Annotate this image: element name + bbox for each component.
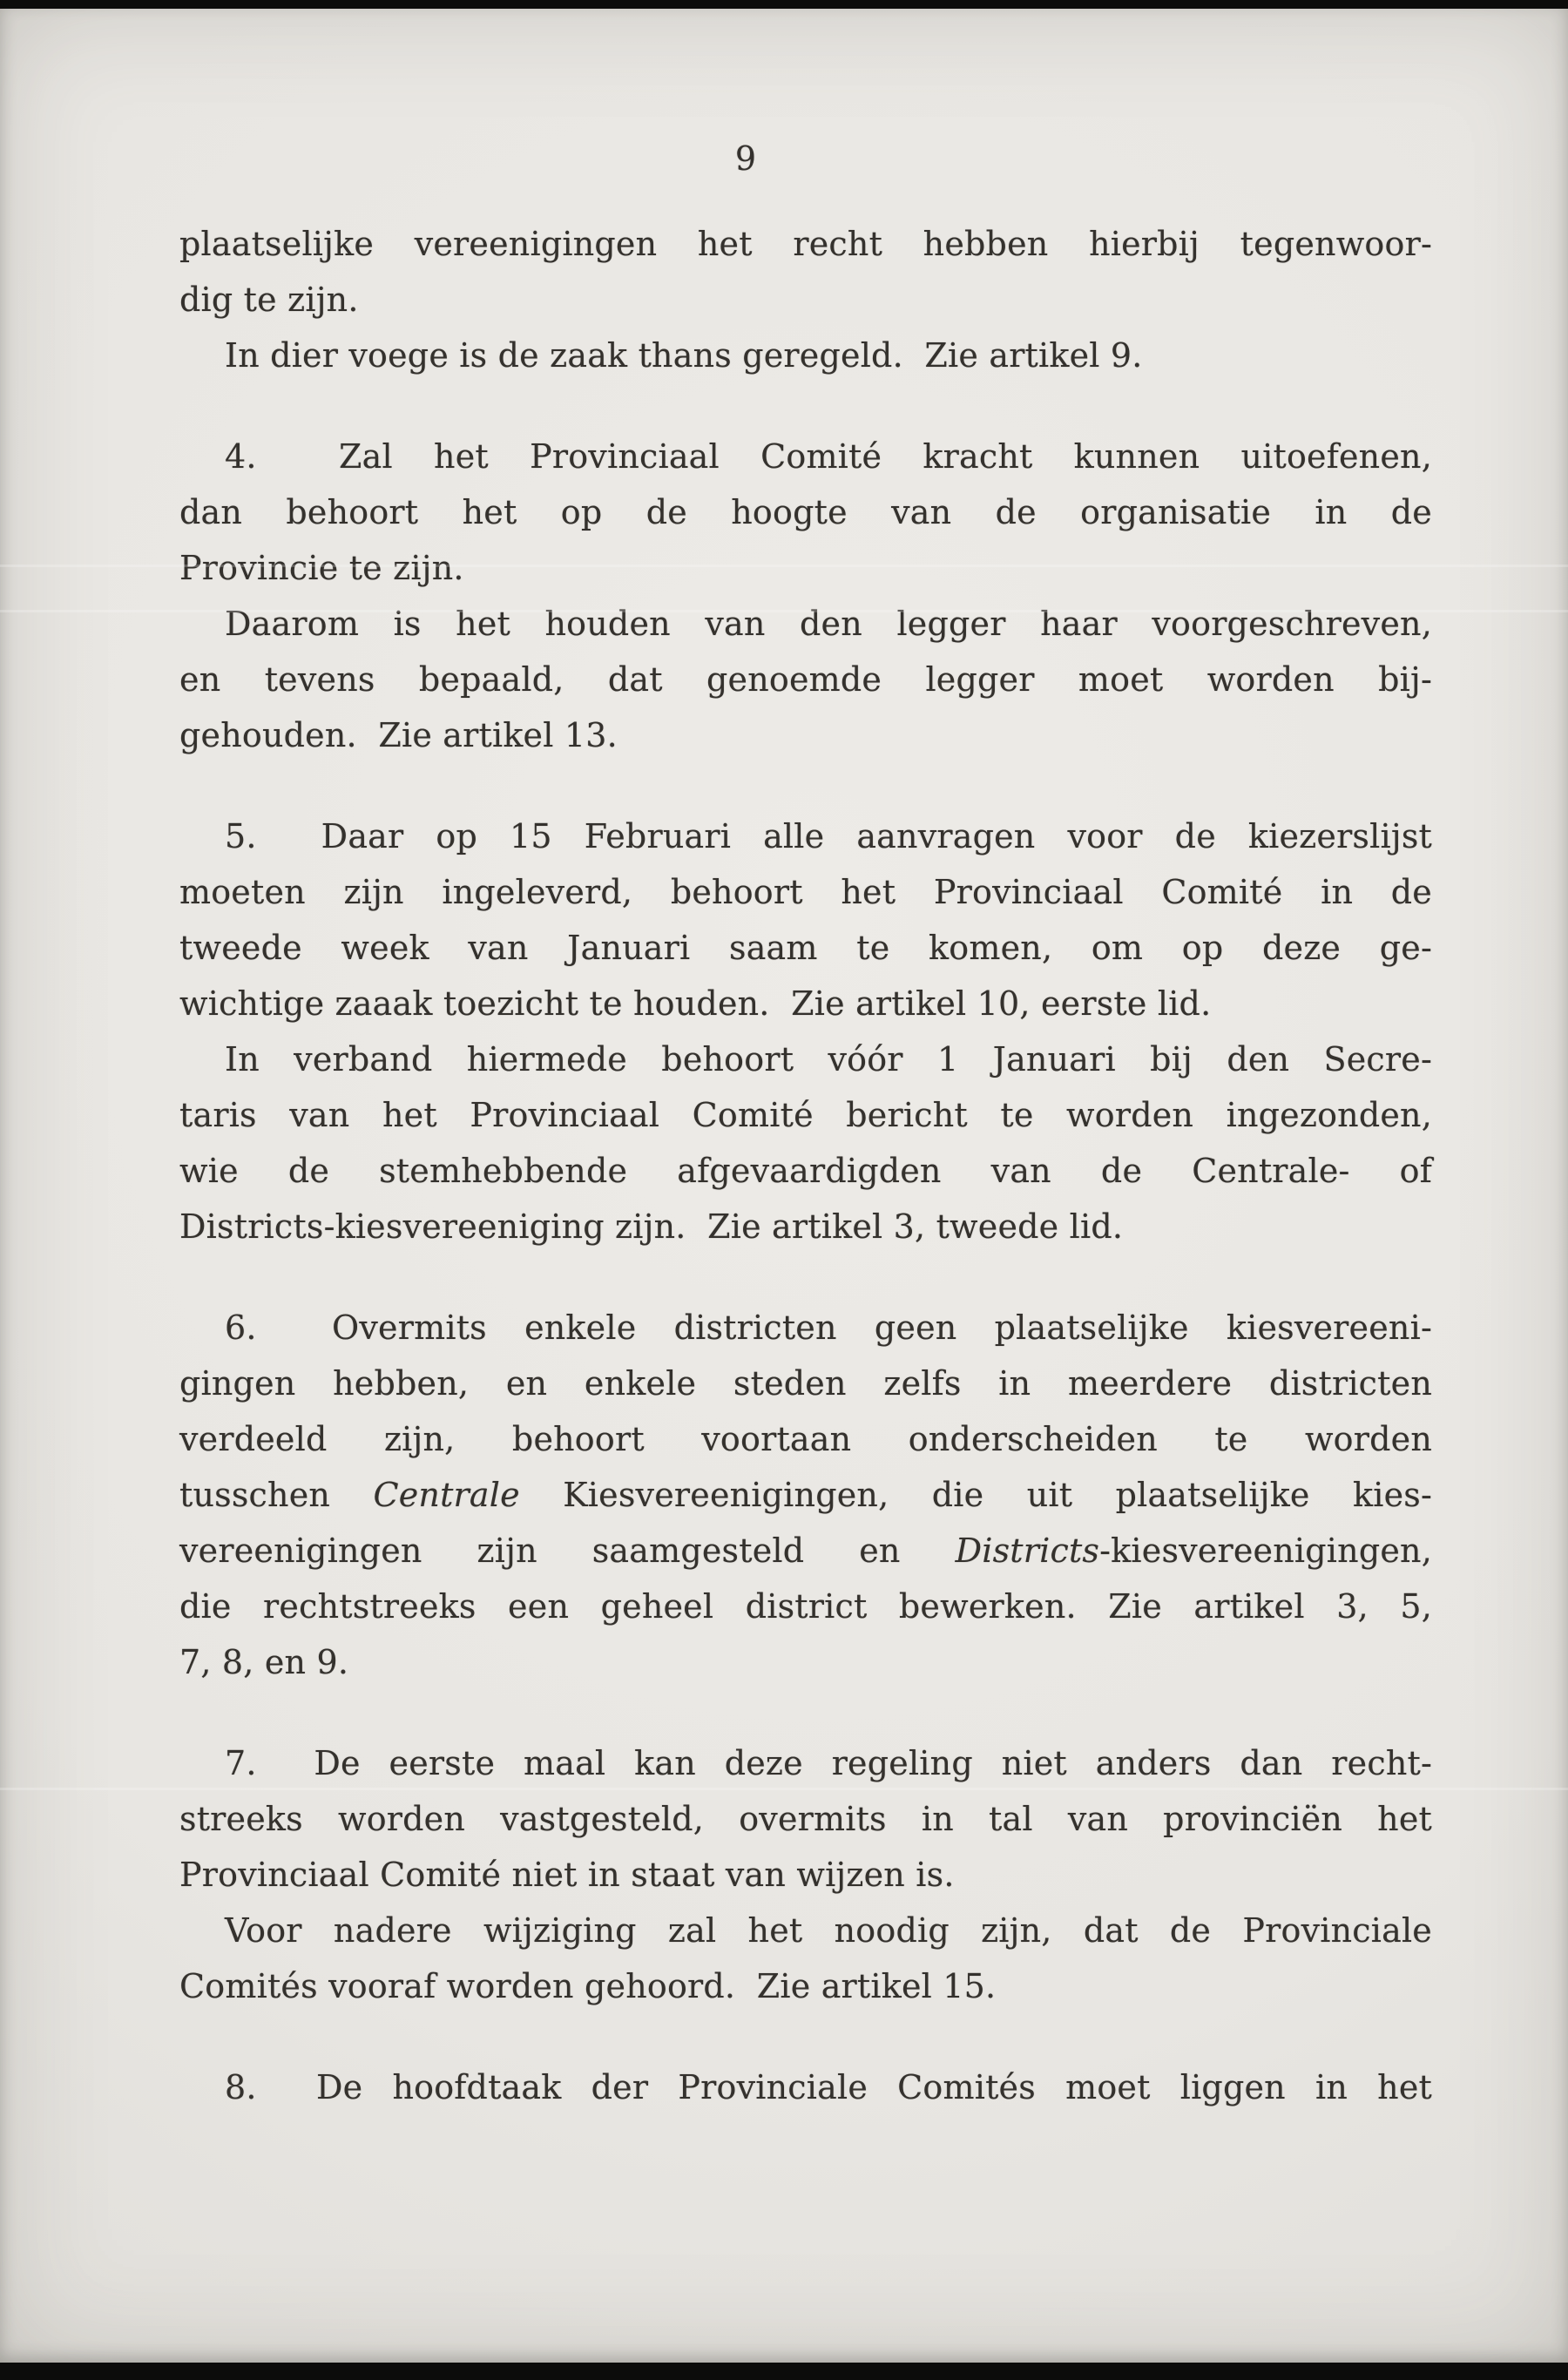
text-run: wichtige zaaak toezicht te houden. Zie artikel 10, eerste lid. <box>179 984 1212 1023</box>
text-run: taris van het Provinciaal Comité bericht te worden ingezonden, <box>179 1096 1432 1134</box>
text-line <box>179 976 1432 1031</box>
text-run: 6. Overmits enkele districten geen plaatselijke kiesvereeni- <box>225 1308 1432 1347</box>
text-run: -kiesvereenigingen, <box>1099 1531 1432 1570</box>
paragraph <box>179 1300 1432 1690</box>
text-line <box>179 216 1432 272</box>
text-line <box>179 864 1432 920</box>
text-line <box>179 484 1432 540</box>
paragraph <box>179 1031 1432 1254</box>
text-run: Comités vooraf worden gehoord. Zie artikel 15. <box>179 1967 997 2005</box>
paragraph <box>179 1903 1432 2014</box>
text-line <box>179 540 1432 596</box>
text-line <box>179 1467 1432 1523</box>
paragraph <box>179 808 1432 1031</box>
scan-edge-top <box>0 0 1568 9</box>
text-run: 7. De eerste maal kan deze regeling niet anders dan recht- <box>225 1744 1432 1782</box>
text-run: dan behoort het op de hoogte van de organisatie in de <box>179 493 1432 531</box>
text-line <box>179 1143 1432 1199</box>
text-line <box>179 1356 1432 1411</box>
paragraph <box>179 429 1432 596</box>
text-line <box>179 1634 1432 1690</box>
text-line <box>179 272 1432 328</box>
text-line <box>179 1791 1432 1847</box>
text-line <box>179 1087 1432 1143</box>
text-run: gehouden. Zie artikel 13. <box>179 716 618 754</box>
text-line <box>179 1031 1432 1087</box>
text-line <box>179 808 1432 864</box>
paragraph <box>179 2059 1432 2115</box>
text-line <box>179 1523 1432 1579</box>
text-run: Provincie te zijn. <box>179 549 464 587</box>
text-run: 7, 8, en 9. <box>179 1643 349 1681</box>
text-run: wie de stemhebbende afgevaardigden van de Centrale- of <box>179 1152 1432 1190</box>
text-run: en tevens bepaald, dat genoemde legger moet worden bij- <box>179 660 1432 699</box>
text-run: 4. Zal het Provinciaal Comité kracht kunnen uitoefenen, <box>225 437 1432 476</box>
text-line <box>179 2059 1432 2115</box>
text-line <box>179 1300 1432 1356</box>
text-column <box>179 216 1432 2115</box>
scanned-page <box>0 9 1568 2363</box>
text-line <box>179 429 1432 484</box>
text-run: verdeeld zijn, behoort voortaan onderscheiden te worden <box>179 1420 1432 1458</box>
text-line <box>179 1903 1432 1958</box>
paragraph <box>179 1735 1432 1903</box>
italic-text-run: Districts <box>955 1531 1100 1570</box>
text-line <box>179 707 1432 763</box>
text-run: 5. Daar op 15 Februari alle aanvragen voor de kiezerslijst <box>225 817 1432 855</box>
text-run: plaatselijke vereenigingen het recht hebben hierbij tegenwoor- <box>179 225 1432 263</box>
text-line <box>179 596 1432 652</box>
italic-text-run: Centrale <box>373 1476 520 1514</box>
page-number: 9 <box>734 139 757 178</box>
text-run: moeten zijn ingeleverd, behoort het Provinciaal Comité in de <box>179 873 1432 911</box>
paragraph <box>179 596 1432 763</box>
text-run: tweede week van Januari saam te komen, om op deze ge- <box>179 929 1432 967</box>
text-run: In dier voege is de zaak thans geregeld. Zie artikel 9. <box>225 336 1143 375</box>
text-run: Voor nadere wijziging zal het noodig zijn, dat de Provinciale <box>225 1911 1432 1950</box>
text-line <box>179 652 1432 707</box>
text-line <box>179 328 1432 383</box>
text-run: Daarom is het houden van den legger haar voorgeschreven, <box>225 605 1432 643</box>
text-run: gingen hebben, en enkele steden zelfs in meerdere districten <box>179 1364 1432 1403</box>
text-line <box>179 920 1432 976</box>
text-line <box>179 1199 1432 1254</box>
text-run: 8. De hoofdtaak der Provinciale Comités moet liggen in het <box>225 2068 1432 2106</box>
text-run: streeks worden vastgesteld, overmits in tal van provinciën het <box>179 1800 1432 1838</box>
text-run: In verband hiermede behoort vóór 1 Januari bij den Secre- <box>225 1040 1432 1078</box>
text-line <box>179 1958 1432 2014</box>
text-run: vereenigingen zijn saamgesteld en <box>179 1531 956 1570</box>
text-line <box>179 1847 1432 1903</box>
text-run: Kiesvereenigingen, die uit plaatselijke kies- <box>519 1476 1433 1514</box>
text-line <box>179 1411 1432 1467</box>
text-run: Districts-kiesvereeniging zijn. Zie artikel 3, tweede lid. <box>179 1207 1124 1246</box>
paragraph <box>179 216 1432 328</box>
text-line <box>179 1735 1432 1791</box>
paragraph <box>179 328 1432 383</box>
text-line <box>179 1579 1432 1634</box>
text-run: dig te zijn. <box>179 281 359 319</box>
scan-edge-bottom <box>0 2363 1568 2380</box>
text-run: Provinciaal Comité niet in staat van wijzen is. <box>179 1856 955 1894</box>
text-run: tusschen <box>179 1476 374 1514</box>
text-run: die rechtstreeks een geheel district bewerken. Zie artikel 3, 5, <box>179 1587 1432 1626</box>
